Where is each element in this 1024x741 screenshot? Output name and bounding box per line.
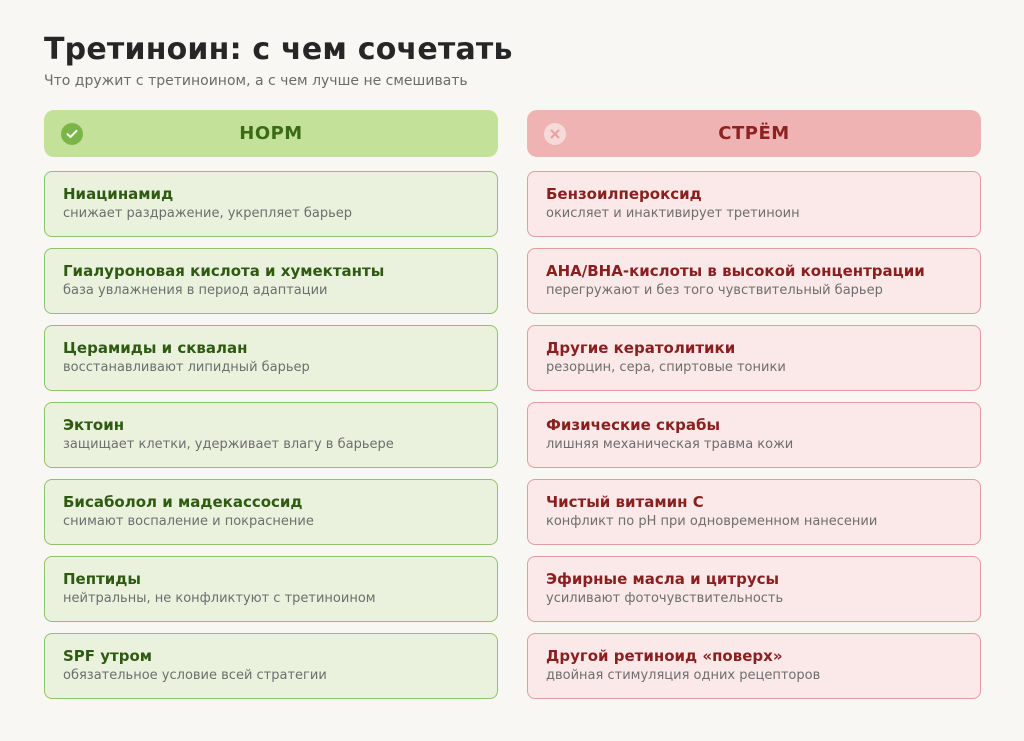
- good-column: [44, 110, 498, 710]
- list-item: [44, 171, 498, 237]
- item-description: снимают воспаление и покраснение: [63, 514, 314, 529]
- item-description: перегружают и без того чувствительный барьер: [546, 283, 883, 298]
- list-item: [44, 556, 498, 622]
- list-item: [527, 633, 981, 699]
- item-description: окисляет и инактивирует третиноин: [546, 206, 800, 221]
- item-title: Ниацинамид: [63, 185, 174, 203]
- list-item: [527, 479, 981, 545]
- item-description: восстанавливают липидный барьер: [63, 360, 310, 375]
- item-title: Бензоилпероксид: [546, 185, 702, 203]
- item-description: защищает клетки, удерживает влагу в барьере: [63, 437, 394, 452]
- item-title: AHA/BHA-кислоты в высокой концентрации: [546, 262, 925, 280]
- item-description: нейтральны, не конфликтуют с третиноином: [63, 591, 376, 606]
- cross-circle-icon: [544, 123, 566, 145]
- list-item: [527, 248, 981, 314]
- item-description: двойная стимуляция одних рецепторов: [546, 668, 821, 683]
- page-title: Третиноин: с чем сочетать: [44, 32, 513, 67]
- item-title: Бисаболол и мадекассосид: [63, 493, 303, 511]
- bad-column: [527, 110, 981, 710]
- item-title: Другой ретиноид «поверх»: [546, 647, 783, 665]
- list-item: [44, 325, 498, 391]
- item-title: Эктоин: [63, 416, 125, 434]
- item-description: база увлажнения в период адаптации: [63, 283, 328, 298]
- list-item: [44, 633, 498, 699]
- item-description: лишняя механическая травма кожи: [546, 437, 794, 452]
- good-column-title: НОРМ: [239, 123, 303, 144]
- item-title: Церамиды и сквалан: [63, 339, 248, 357]
- item-title: Пептиды: [63, 570, 141, 588]
- bad-list: [527, 171, 981, 699]
- check-circle-icon: [61, 123, 83, 145]
- item-title: SPF утром: [63, 647, 153, 665]
- item-title: Эфирные масла и цитрусы: [546, 570, 780, 588]
- item-title: Другие кератолитики: [546, 339, 736, 357]
- list-item: [44, 479, 498, 545]
- item-description: усиливают фоточувствительность: [546, 591, 784, 606]
- list-item: [527, 325, 981, 391]
- list-item: [527, 556, 981, 622]
- item-title: Гиалуроновая кислота и хумектанты: [63, 262, 385, 280]
- list-item: [44, 402, 498, 468]
- item-description: снижает раздражение, укрепляет барьер: [63, 206, 353, 221]
- list-item: [44, 248, 498, 314]
- page-subtitle: Что дружит с третиноином, а с чем лучше не смешивать: [44, 73, 468, 89]
- bad-column-title: СТРЁМ: [718, 123, 790, 144]
- item-description: конфликт по pH при одновременном нанесении: [546, 514, 878, 529]
- list-item: [527, 402, 981, 468]
- item-title: Физические скрабы: [546, 416, 721, 434]
- bad-column-header: [527, 110, 981, 157]
- header: [44, 30, 513, 90]
- good-list: [44, 171, 498, 699]
- good-column-header: [44, 110, 498, 157]
- item-description: резорцин, сера, спиртовые тоники: [546, 360, 786, 375]
- item-title: Чистый витамин С: [546, 493, 704, 511]
- item-description: обязательное условие всей стратегии: [63, 668, 327, 683]
- list-item: [527, 171, 981, 237]
